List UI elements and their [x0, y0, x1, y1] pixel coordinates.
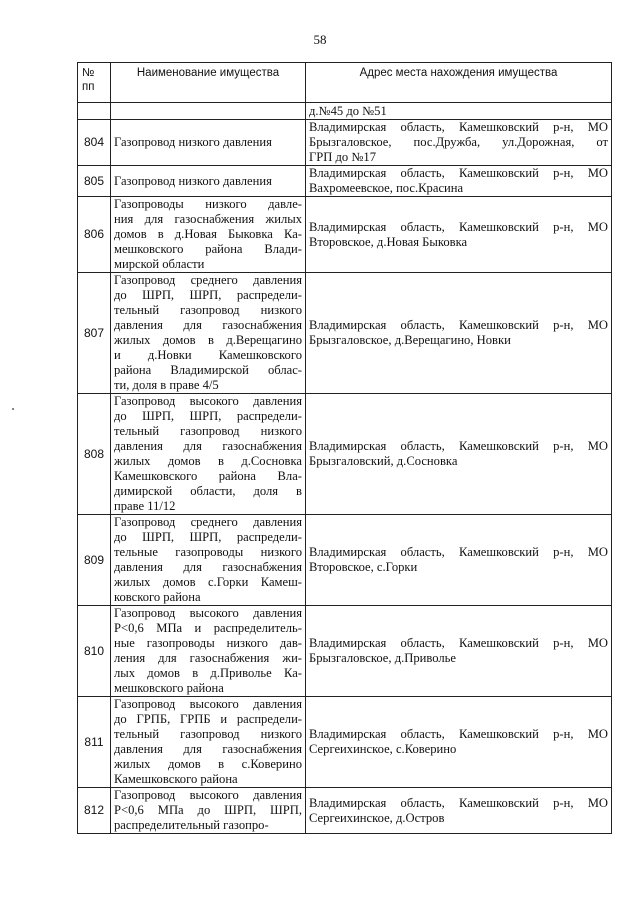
property-name: [111, 166, 306, 197]
property-name-line: жилых домов с.Горки Камеш-: [114, 575, 302, 589]
property-name-line: Камешковского района Вла-: [114, 469, 302, 483]
property-name: [111, 197, 306, 273]
property-name-line: домов в д.Новая Быковка Ка-: [114, 227, 302, 241]
property-address-line: Второвское, с.Горки: [309, 560, 418, 574]
property-address: [306, 697, 612, 788]
property-name: [111, 273, 306, 394]
property-address-line: Владимирская область, Камешковский р-н, МО: [309, 439, 608, 453]
property-name-line: мешковского района: [114, 681, 224, 695]
property-name-line: ковского района: [114, 590, 201, 604]
property-address-line: Владимирская область, Камешковский р-н, МО: [309, 120, 608, 134]
property-address-line: Брызгаловский, д.Сосновка: [309, 454, 458, 468]
property-name-line: мешковского района Влади-: [114, 242, 302, 256]
property-name-line: Газопровод высокого давления: [114, 394, 302, 408]
property-name-line: давления для газоснабжения: [114, 318, 302, 332]
property-name-line: давления для газоснабжения: [114, 560, 302, 574]
property-name-line: димирской области, доля в: [114, 484, 302, 498]
property-name-line: лых домов в д.Приволье Ка-: [114, 666, 302, 680]
property-address-line: Вахромеевское, пос.Красина: [309, 181, 464, 195]
property-name-line: тельный газопровод низкого: [114, 424, 302, 438]
property-address-line: ГРП до №17: [309, 150, 376, 164]
property-name-line: Камешковского района: [114, 772, 238, 786]
header-name: Наименование имущества: [111, 63, 306, 103]
property-address-line: Владимирская область, Камешковский р-н, МО: [309, 545, 608, 559]
property-name-line: и д.Новки Камешковского: [114, 348, 302, 362]
property-address-line: Второвское, д.Новая Быковка: [309, 234, 468, 249]
property-name-line: до ШРП, ШРП, распредели-: [114, 409, 302, 423]
property-address-line: Владимирская область, Камешковский р-н, МО: [309, 318, 608, 332]
property-address: [306, 515, 612, 606]
property-address-line: Брызгаловское, д.Верещагино, Новки: [309, 333, 511, 347]
property-name-line: до ГРПБ, ГРПБ и распредели-: [114, 712, 302, 726]
table-row: [78, 788, 612, 834]
continuation-address: [306, 103, 612, 120]
property-name-line: мирской области: [114, 257, 205, 271]
table-row: [78, 197, 612, 273]
row-number: 811: [78, 697, 111, 788]
property-name-line: до ШРП, ШРП, распредели-: [114, 530, 302, 544]
property-address-line: Владимирская область, Камешковский р-н, МО: [309, 636, 608, 650]
property-name-line: ные газопроводы низкого дав-: [114, 636, 302, 650]
property-address-line: Брызгаловское, д.Приволье: [309, 651, 456, 665]
row-number: 812: [78, 788, 111, 834]
property-name-line: Р<0,6 МПа и распределитель-: [114, 621, 302, 635]
table-row: [78, 120, 612, 166]
table-row: [78, 273, 612, 394]
continuation-num: [78, 103, 111, 120]
table-header-row: [78, 63, 612, 103]
property-address-line: Сергеихинское, с.Коверино: [309, 742, 457, 756]
property-name-line: Р<0,6 МПа до ШРП, ШРП,: [114, 803, 302, 817]
property-name-line: Газопровод высокого давления: [114, 788, 302, 802]
continuation-row: [78, 103, 612, 120]
property-address: [306, 788, 612, 834]
property-address-line: Владимирская область, Камешковский р-н, МО: [309, 795, 608, 810]
header-num: [78, 63, 111, 103]
property-name-line: Газопровод высокого давления: [114, 697, 302, 711]
property-name-line: ти, доля в праве 4/5: [114, 378, 219, 392]
header-address: Адрес места нахождения имущества: [306, 63, 612, 103]
page-number: 58: [313, 32, 327, 47]
row-number: 808: [78, 394, 111, 515]
property-name-line: Газопровод высокого давления: [114, 606, 302, 620]
row-number: 805: [78, 166, 111, 197]
property-name: [111, 394, 306, 515]
property-name-line: Газопроводы низкого давле-: [114, 197, 302, 211]
property-name-line: тельный газопровод низкого: [114, 727, 302, 741]
row-number: 807: [78, 273, 111, 394]
property-address-line: Владимирская область, Камешковский р-н, МО: [309, 219, 608, 234]
property-name: [111, 606, 306, 697]
table-row: [78, 394, 612, 515]
continuation-name: [111, 103, 306, 120]
scan-speck: [12, 408, 14, 410]
property-name: [111, 697, 306, 788]
property-name-line: давления для газоснабжения: [114, 439, 302, 453]
property-address: [306, 273, 612, 394]
property-name-line: Газопровод среднего давления: [114, 515, 302, 529]
table-row: [78, 515, 612, 606]
property-name-line: жилых домов в д.Сосновка: [114, 454, 302, 468]
continuation-address-line: д.№45 до №51: [309, 103, 387, 118]
property-address: [306, 120, 612, 166]
property-address-line: Брызгаловское, пос.Дружба, ул.Дорожная, от: [309, 135, 608, 149]
property-address: [306, 394, 612, 515]
table-row: [78, 697, 612, 788]
property-name-line: жилых домов в д.Верещагино: [114, 333, 302, 347]
property-name-line: давления для газоснабжения: [114, 742, 302, 756]
property-name-line: жилых домов в с.Коверино: [114, 757, 302, 771]
property-table: [77, 62, 612, 834]
property-name-line: Газопровод низкого давления: [114, 135, 272, 149]
property-address: [306, 606, 612, 697]
table-row: [78, 166, 612, 197]
header-num-line1: №: [82, 67, 95, 79]
property-name-line: ления для газоснабжения жи-: [114, 651, 302, 665]
property-name: [111, 788, 306, 834]
header-num-line2: пп: [82, 81, 95, 93]
property-name-line: ния для газоснабжения жилых: [114, 212, 302, 226]
property-name-line: тельные газопроводы низкого: [114, 545, 302, 559]
row-number: 809: [78, 515, 111, 606]
property-name-line: праве 11/12: [114, 499, 176, 513]
property-name-line: тельный газопровод низкого: [114, 303, 302, 317]
row-number: 804: [78, 120, 111, 166]
property-name-line: района Владимирской облас-: [114, 363, 302, 377]
table-row: [78, 606, 612, 697]
property-address: [306, 197, 612, 273]
property-address: [306, 166, 612, 197]
row-number: 806: [78, 197, 111, 273]
property-name: [111, 515, 306, 606]
row-number: 810: [78, 606, 111, 697]
property-name-line: до ШРП, ШРП, распредели-: [114, 288, 302, 302]
property-address-line: Владимирская область, Камешковский р-н, МО: [309, 166, 608, 180]
property-name: [111, 120, 306, 166]
property-name-line: Газопровод среднего давления: [114, 273, 302, 287]
property-name-line: Газопровод низкого давления: [114, 173, 272, 188]
property-name-line: распределительный газопро-: [114, 818, 269, 832]
property-address-line: Владимирская область, Камешковский р-н, МО: [309, 727, 608, 741]
property-address-line: Сергеихинское, д.Остров: [309, 810, 445, 825]
